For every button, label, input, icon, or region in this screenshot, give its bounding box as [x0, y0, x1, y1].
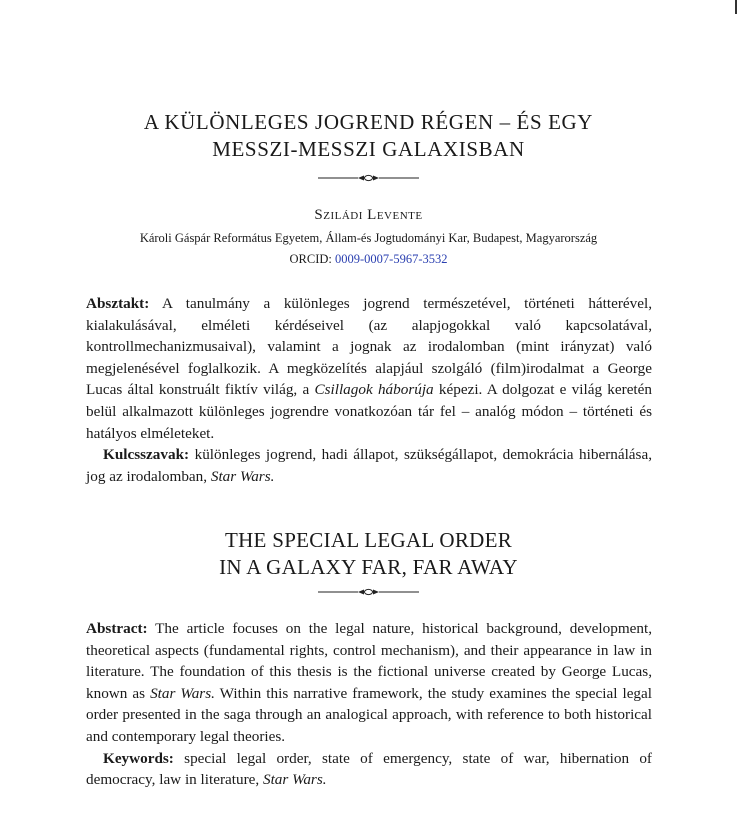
english-keywords [86, 748, 652, 791]
keywords-text-hu: különleges jogrend, hadi állapot, szükségállapot, demokrácia hibernálása, jog az irodalomban, [86, 446, 652, 485]
title-ornament-divider [318, 174, 419, 182]
english-title-line-2: IN A GALAXY FAR, FAR AWAY [219, 555, 518, 579]
hungarian-title-line-2: MESSZI-MESSZI GALAXISBAN [212, 137, 525, 161]
keywords-label-en: Keywords: [103, 749, 174, 767]
english-title-line-1: THE SPECIAL LEGAL ORDER [224, 528, 513, 552]
keywords-italic-hu: Star Wars. [210, 467, 275, 485]
hungarian-title-line-1: A KÜLÖNLEGES JOGREND RÉGEN – ÉS EGY [143, 110, 594, 134]
keywords-label-hu: Kulcsszavak: [103, 446, 190, 464]
english-title [0, 527, 737, 581]
abstract-text-en-1: The article focuses on the legal nature, historical background, development, theoretical aspects (fundamental rights, control mechanism), and their appearance in law in literature. The foundation of this thesis is the fictional universe created by George Lucas, known as [86, 620, 652, 702]
hungarian-keywords [86, 444, 652, 487]
abstract-label-en: Abstract: [86, 620, 148, 637]
abstract-text-hu-1: A tanulmány a különleges jogrend természetével, történeti hátterével, kialakulásával, elméleti kérdéseivel (az alapjogokkal való kapcsolatával, kontrollmechanizmusaival), valamint a jognak az irodalomban (mint irányzat) való megjelenésével foglalkozik. A megközelítés alapjául szolgáló (film)irodalmat a George Lucas által konstruált fiktív világ, a [86, 295, 652, 399]
author-affiliation: Károli Gáspár Református Egyetem, Állam-és Jogtudományi Kar, Budapest, Magyarország [139, 231, 598, 245]
english-abstract-block [86, 618, 652, 791]
abstract-italic-hu: Csillagok háborúja [314, 381, 434, 399]
english-abstract [86, 618, 652, 748]
abstract-text-hu-2: képezi. A dolgozat e világ keretén belül alkalmazott különleges jogrendre vonatkozóan tár fel – analóg módon – történeti és hatályos elméleteket. [86, 381, 652, 442]
author-name: Sziládi Levente [314, 207, 423, 223]
abstract-italic-en: Star Wars. [150, 684, 215, 702]
hungarian-abstract-block [86, 293, 652, 487]
hungarian-abstract [86, 293, 652, 444]
english-title-ornament-divider [318, 588, 419, 596]
abstract-label-hu: Absztakt: [86, 295, 150, 312]
keywords-text-en: special legal order, state of emergency, state of war, hibernation of democracy, law in literature, [86, 749, 652, 789]
orcid-line [0, 252, 737, 267]
hungarian-title [0, 109, 737, 163]
orcid-link[interactable]: 0009-0007-5967-3532 [335, 252, 448, 266]
keywords-italic-en: Star Wars. [262, 771, 327, 789]
orcid-label: ORCID: [289, 252, 332, 266]
abstract-text-en-2: Within this narrative framework, the study examines the special legal order presented in the saga through an analogical approach, with reference to both historical and contemporary legal theories. [86, 684, 652, 745]
